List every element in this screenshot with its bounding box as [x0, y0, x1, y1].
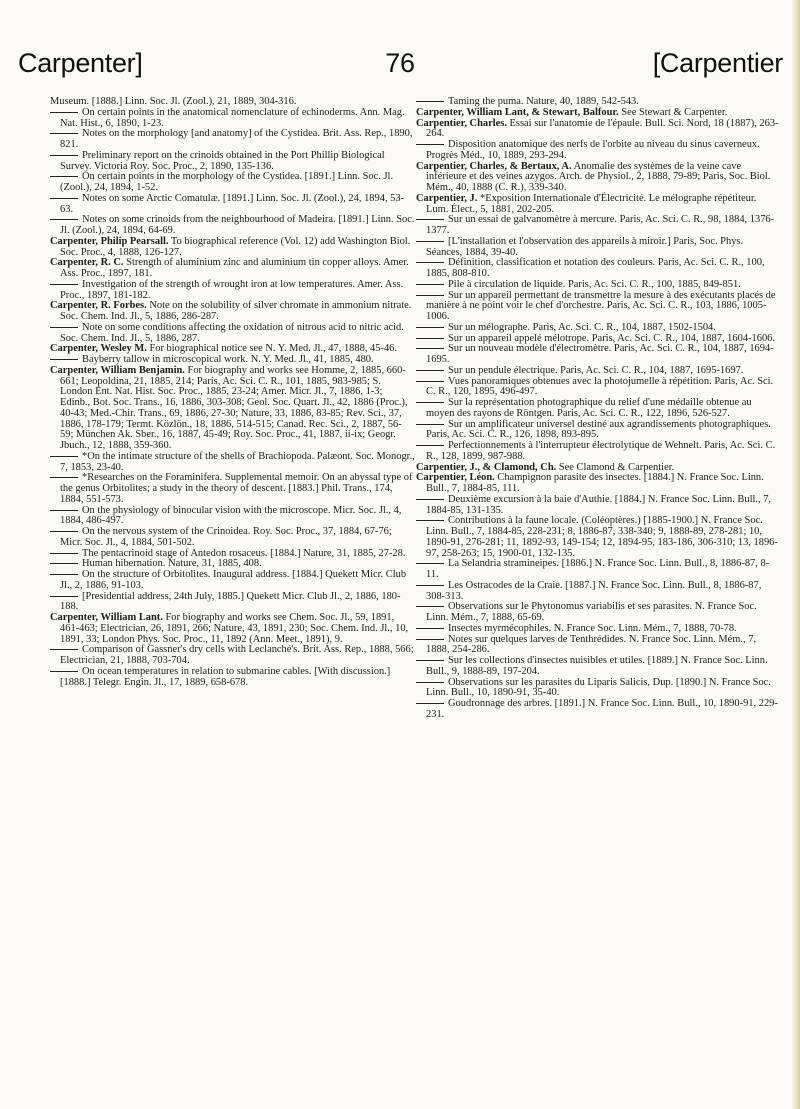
author-name: Carpenter, R. C.: [50, 257, 124, 269]
entry-text: Insectes myrmécophiles. N. France Soc. Linn. Mém., 7, 1888, 70-78.: [448, 622, 737, 634]
entry-text: Museum. [1888.] Linn. Soc. Jl. (Zool.), 21, 1889, 304-316.: [50, 96, 297, 107]
page-number: 76: [385, 48, 415, 78]
bibliography-entry: [416, 516, 781, 559]
ditto-dash: [416, 499, 444, 500]
author-name: Carpentier, Charles.: [416, 117, 507, 129]
bibliography-entry: [416, 559, 781, 581]
entry-text: [L'installation et l'observation des appareils à miroir.] Paris, Soc. Phys. Séances, 1884, 39-40.: [426, 235, 744, 258]
author-name: Carpenter, R. Forbes.: [50, 300, 147, 312]
entry-text: Sur un nouveau modèle d'électromètre. Paris, Ac. Sci. C. R., 104, 1887, 1694-1695.: [426, 343, 774, 365]
entry-text: Observations sur le Phytonomus variabilis et ses parasites. N. France Soc. Linn. Mém., 7, 1888, 65-69.: [426, 601, 757, 623]
bibliography-entry: [416, 495, 781, 517]
bibliography-entry: [416, 377, 781, 399]
entry-text: La Selandria stramineipes. [1886.] N. France Soc. Linn. Bull., 8, 1886-87, 8-11.: [426, 558, 770, 580]
entry-text: Champignon parasite des insectes. [1884.] N. France Soc. Linn. Bull., 7, 1884-85, 111.: [426, 472, 764, 494]
bibliography-entry: [50, 215, 415, 237]
entry-text: Les Ostracodes de la Craie. [1887.] N. France Soc. Linn. Bull., 8, 1886-87, 308-313.: [426, 579, 762, 602]
bibliography-entry: [50, 258, 415, 280]
entry-text: Sur un mélographe. Paris, Ac. Sci. C. R., 104, 1887, 1502-1504.: [448, 321, 716, 333]
bibliography-entry: [50, 194, 415, 216]
ditto-dash: [416, 262, 444, 263]
ditto-dash: [50, 553, 78, 554]
bibliography-entry: [50, 280, 415, 302]
ditto-dash: [50, 477, 78, 478]
entry-text: Sur un appareil permettant de transmettre la mesure à des exécutants placés de manière à ne point voir le chef d'orchestre. Paris, Ac. Sci. C. R., 103, 1886, 1005-1006.: [426, 289, 776, 322]
ditto-dash: [50, 359, 78, 360]
entry-text: Preliminary report on the crinoids obtained in the Port Phillip Biological Survey. Victoria Roy. Soc. Proc., 2, 1890, 135-136.: [60, 149, 385, 172]
ditto-dash: [416, 424, 444, 425]
entry-text: Human hibernation. Nature, 31, 1885, 408.: [82, 558, 262, 570]
author-name: Carpentier, J., & Clamond, Ch.: [416, 461, 557, 473]
entry-text: Sur un appareil appelé mélotrope. Paris, Ac. Sci. C. R., 104, 1887, 1604-1606.: [448, 332, 775, 344]
bibliography-entry: [50, 323, 415, 345]
author-name: Carpenter, Wesley M.: [50, 343, 147, 355]
bibliography-entry: [416, 119, 781, 141]
running-head: [0, 48, 800, 88]
ditto-dash: [416, 628, 444, 629]
entry-text: Sur un pendule électrique. Paris, Ac. Sci. C. R., 104, 1887, 1695-1697.: [448, 364, 744, 376]
ditto-dash: [416, 348, 444, 349]
entry-text: Observations sur les parasites du Liparis Salicis, Dup. [1890.] N. France Soc. Linn. Bull., 10, 1890-91, 35-40.: [426, 676, 771, 699]
ditto-dash: [416, 370, 444, 371]
ditto-dash: [50, 176, 78, 177]
entry-text: On ocean temperatures in relation to submarine cables. [With discussion.] [1888.] Telegr. Engin. Jl., 17, 1889, 658-678.: [60, 665, 391, 688]
author-name: Carpentier, J.: [416, 192, 478, 204]
running-head-right: [Carpentier: [652, 48, 783, 78]
bibliography-entry: [50, 667, 415, 689]
bibliography-entry: [416, 581, 781, 603]
bibliography-entry: [50, 452, 415, 474]
left-column: [50, 97, 415, 688]
bibliography-entry: [416, 420, 781, 442]
author-name: Carpentier, Léon.: [416, 472, 495, 484]
ditto-dash: [416, 703, 444, 704]
bibliography-entry: [50, 237, 415, 259]
entry-text: Disposition anatomique des nerfs de l'orbite au niveau du sinus caverneux. Progrès Méd., 10, 1889, 293-294.: [426, 139, 760, 161]
bibliography-entry: [416, 602, 781, 624]
bibliography-entry: [416, 398, 781, 420]
bibliography-entry: [416, 291, 781, 323]
author-name: Carpenter, William Benjamin.: [50, 364, 185, 376]
entry-text: Taming the puma. Nature, 40, 1889, 542-543.: [448, 96, 639, 107]
ditto-dash: [50, 563, 78, 564]
ditto-dash: [50, 510, 78, 511]
entry-text: The pentacrinoid stage of Antedon rosaceus. [1884.] Nature, 31, 1885, 27-28.: [82, 547, 406, 559]
bibliography-entry: [50, 645, 415, 667]
bibliography-entry: [416, 215, 781, 237]
ditto-dash: [416, 639, 444, 640]
ditto-dash: [50, 456, 78, 457]
entry-text: Sur un amplificateur universel destiné aux agrandissements photographiques. Paris, Ac. Sci. C. R., 126, 1898, 893-895.: [426, 418, 771, 441]
ditto-dash: [416, 338, 444, 339]
entry-text: On certain points in the morphology of the Cystidea. [1891.] Linn. Soc. Jl. (Zool.), 24, 1894, 1-52.: [60, 171, 394, 193]
entry-text: On the nervous system of the Crinoidea. Roy. Soc. Proc., 37, 1884, 67-76; Micr. Soc. Jl., 4, 1884, 501-502.: [60, 526, 392, 548]
ditto-dash: [50, 112, 78, 113]
ditto-dash: [50, 574, 78, 575]
ditto-dash: [416, 284, 444, 285]
ditto-dash: [416, 520, 444, 521]
bibliography-entry: [50, 108, 415, 130]
ditto-dash: [416, 295, 444, 296]
entry-text: [Presidential address, 24th July, 1885.] Quekett Micr. Club Jl., 2, 1886, 180-188.: [60, 590, 401, 613]
ditto-dash: [416, 402, 444, 403]
ditto-dash: [416, 101, 444, 102]
entry-text: Notes on some crinoids from the neighbourhood of Madeira. [1891.] Linn. Soc. Jl. (Zool.), 24, 1894, 64-69.: [60, 214, 415, 236]
bibliography-entry: [416, 656, 781, 678]
entry-text: On certain points in the anatomical nomenclature of echinoderms. Ann. Mag. Nat. Hist., 6, 1890, 1-23.: [60, 106, 405, 129]
bibliography-entry: [50, 301, 415, 323]
entry-text: Goudronnage des arbres. [1891.] N. France Soc. Linn. Bull., 10, 1890-91, 229-231.: [426, 698, 778, 720]
author-name: Carpenter, William Lant, & Stewart, Balfour.: [416, 106, 619, 118]
entry-text: Perfectionnements à l'interrupteur électrolytique de Wehnelt. Paris, Ac. Sci. C. R., 128, 1899, 987-988.: [426, 440, 776, 462]
entry-text: To biographical reference (Vol. 12) add Washington Biol. Soc. Proc., 4, 1888, 126-127.: [60, 235, 411, 258]
ditto-dash: [50, 219, 78, 220]
entry-text: Contributions à la faune locale. (Coléoptères.) [1885-1900.] N. France Soc. Linn. Bull., 7, 1884-85, 228-231; 8, 1886-87, 338-340; 9, 1888-89, 278-281; 10, 1890-91, 276-281; 11, 1892-93, 149-154; 12, 1894-95, 183-186, 306-310; 13, 1896-97, 258-263; 15, 1900-01, 132-135.: [426, 515, 778, 559]
bibliography-entry: [416, 441, 781, 463]
entry-text: On the structure of Orbitolites. Inaugural address. [1884.] Quekett Micr. Club Jl., 2, 1886, 91-103.: [60, 569, 407, 591]
entry-text: Pile à circulation de liquide. Paris, Ac. Sci. C. R., 100, 1885, 849-851.: [448, 278, 741, 290]
entry-text: *Exposition Internationale d'Électricité. Le mélographe répétiteur. Lum. Élect., 5, 1881, 202-205.: [426, 192, 757, 215]
ditto-dash: [50, 531, 78, 532]
bibliography-entry: [416, 140, 781, 162]
bibliography-entry: [416, 194, 781, 216]
ditto-dash: [50, 649, 78, 650]
entry-text: For biography and works see Chem. Soc. Jl., 59, 1891, 461-463; Electrician, 26, 1891, 266; Nature, 43, 1891, 230; Soc. Chem. Ind. Jl., 10, 1891, 33; London Phys. Soc. Proc., 11, 1892 (Ann. Meet., 1891), 9.: [60, 612, 409, 645]
ditto-dash: [416, 563, 444, 564]
entry-text: For biographical notice see N. Y. Med. Jl., 47, 1888, 45-46.: [149, 343, 397, 355]
author-name: Carpenter, Philip Pearsall.: [50, 235, 169, 247]
ditto-dash: [416, 327, 444, 328]
ditto-dash: [416, 381, 444, 382]
entry-text: On the physiology of binocular vision with the microscope. Micr. Soc. Jl., 4, 1884, 486-497.: [60, 504, 402, 527]
bibliography-entry: [416, 237, 781, 259]
entry-text: See Stewart & Carpenter.: [621, 106, 728, 118]
bibliography-entry: [50, 151, 415, 173]
entry-text: For biography and works see Homme, 2, 1885, 660-661; Leopoldina, 21, 1885, 214; Paris, Ac. Sci. C. R., 101, 1885, 983-985; S. London Ent. Nat. Hist. Soc. Proc., 1885, 23-24; Amer. Micr. Jl., 7, 1886, 1-3; Edinb., Bot. Soc. Trans., 16, 1886, 303-308; Geol. Soc. Quart. Jl., 42, 1886 (Proc.), 40-43; Med.-Chir. Trans., 69, 1886, 27-30; Nature, 33, 1886, 83-85; Rev. Sci., 37, 1886, 178-179; Termt. Közlön., 18, 1886, 514-515; Canad. Rec. Sci., 2, 1887, 56-59; München Ak. Sber., 16, 1887, 45-49; Roy. Soc. Proc., 41, 1887, ii-ix; Geogr. Jbuch., 12, 1888, 359-360.: [60, 364, 408, 451]
entry-text: Essai sur l'anatomie de l'épaule. Bull. Sci. Nord, 18 (1887), 263-264.: [426, 117, 779, 140]
entry-text: Investigation of the strength of wrought iron at low temperatures. Amer. Ass. Proc., 1897, 181-182.: [60, 278, 404, 301]
ditto-dash: [416, 241, 444, 242]
ditto-dash: [416, 606, 444, 607]
ditto-dash: [416, 445, 444, 446]
ditto-dash: [416, 682, 444, 683]
entry-text: Note on some conditions affecting the oxidation of nitrous acid to nitric acid. Soc. Chem. Ind. Jl., 5, 1886, 287.: [60, 321, 404, 344]
bibliography-entry: [416, 162, 781, 194]
ditto-dash: [50, 198, 78, 199]
bibliography-entry: [50, 506, 415, 528]
entry-text: *Researches on the Foraminifera. Supplemental memoir. On an abyssal type of the genus Orbitolites; a study in the theory of descent. [1883.] Phil. Trans., 174, 1884, 551-573.: [60, 472, 413, 505]
entry-text: Notes on the morphology [and anatomy] of the Cystidea. Brit. Ass. Rep., 1890, 821.: [60, 128, 413, 150]
ditto-dash: [50, 133, 78, 134]
bibliography-entry: [50, 129, 415, 151]
bibliography-entry: [50, 473, 415, 505]
running-head-left: Carpenter]: [18, 48, 143, 78]
ditto-dash: [416, 660, 444, 661]
entry-text: Sur la représentation photographique du relief d'une médaille obtenue au moyen des rayons de Röntgen. Paris, Ac. Sci. C. R., 122, 1896, 526-527.: [426, 397, 752, 419]
bibliography-entry: [50, 366, 415, 452]
entry-text: Anomalie des systèmes de la veine cave inférieure et des veines azygos. Arch. de Physiol., 2, 1888, 79-89; Paris, Soc. Biol. Mém., 40, 1888 (C. R.), 339-340.: [426, 160, 771, 193]
entry-text: Deuxième excursion à la baie d'Authie. [1884.] N. France Soc. Linn. Bull., 7, 1884-85, 131-135.: [426, 493, 772, 516]
ditto-dash: [50, 284, 78, 285]
ditto-dash: [50, 155, 78, 156]
entry-text: Notes on some Arctic Comatulæ. [1891.] Linn. Soc. Jl. (Zool.), 24, 1894, 53-63.: [60, 192, 405, 215]
entry-text: Notes sur quelques larves de Tenthrédides. N. France Soc. Linn. Mém., 7, 1888, 254-286.: [426, 633, 757, 656]
bibliography-entry: [416, 635, 781, 657]
author-name: Carpentier, Charles, & Bertaux, A.: [416, 160, 572, 172]
entry-text: Comparison of Gassner's dry cells with Leclanché's. Brit. Ass. Rep., 1888, 566; Electrician, 21, 1888, 703-704.: [60, 644, 414, 666]
bibliography-entry: [50, 172, 415, 194]
entry-text: See Clamond & Carpentier.: [558, 461, 675, 473]
entry-text: Sur un essai de galvanomètre à mercure. Paris, Ac. Sci. C. R., 98, 1884, 1376-1377.: [426, 214, 775, 236]
ditto-dash: [50, 327, 78, 328]
entry-text: *On the intimate structure of the shells of Brachiopoda. Palæont. Soc. Monogr., 7, 1853, 23-40.: [60, 450, 415, 473]
ditto-dash: [416, 144, 444, 145]
entry-text: Bayberry tallow in microscopical work. N. Y. Med. Jl., 41, 1885, 480.: [82, 354, 374, 365]
bibliography-entry: [50, 592, 415, 614]
bibliography-entry: [416, 344, 781, 366]
bibliography-entry: [50, 570, 415, 592]
bibliography-entry: [50, 613, 415, 645]
author-name: Carpenter, William Lant.: [50, 612, 163, 623]
bibliography-entry: [416, 678, 781, 700]
entry-text: Strength of aluminium zinc and aluminium tin copper alloys. Amer. Ass. Proc., 1897, 181.: [60, 257, 409, 279]
entry-text: Définition, classification et notation des couleurs. Paris, Ac. Sci. C. R., 100, 1885, 808-810.: [426, 257, 765, 279]
entry-text: Note on the solubility of silver chromate in ammonium nitrate. Soc. Chem. Ind. Jl., 5, 1886, 286-287.: [60, 300, 412, 322]
bibliography-entry: [416, 699, 781, 721]
bibliography-entry: [416, 258, 781, 280]
ditto-dash: [416, 585, 444, 586]
bibliography-entry: [416, 473, 781, 495]
right-column: [416, 97, 781, 721]
entry-text: Sur les collections d'insectes nuisibles et utiles. [1889.] N. France Soc. Linn. Bull., 9, 1888-89, 197-204.: [426, 655, 768, 677]
ditto-dash: [50, 596, 78, 597]
page-edge: [792, 0, 800, 1109]
ditto-dash: [416, 219, 444, 220]
ditto-dash: [50, 671, 78, 672]
entry-text: Vues panoramiques obtenues avec la photojumelle à répétition. Paris, Ac. Sci. C. R., 120, 1895, 496-497.: [426, 375, 774, 398]
bibliography-entry: [50, 527, 415, 549]
